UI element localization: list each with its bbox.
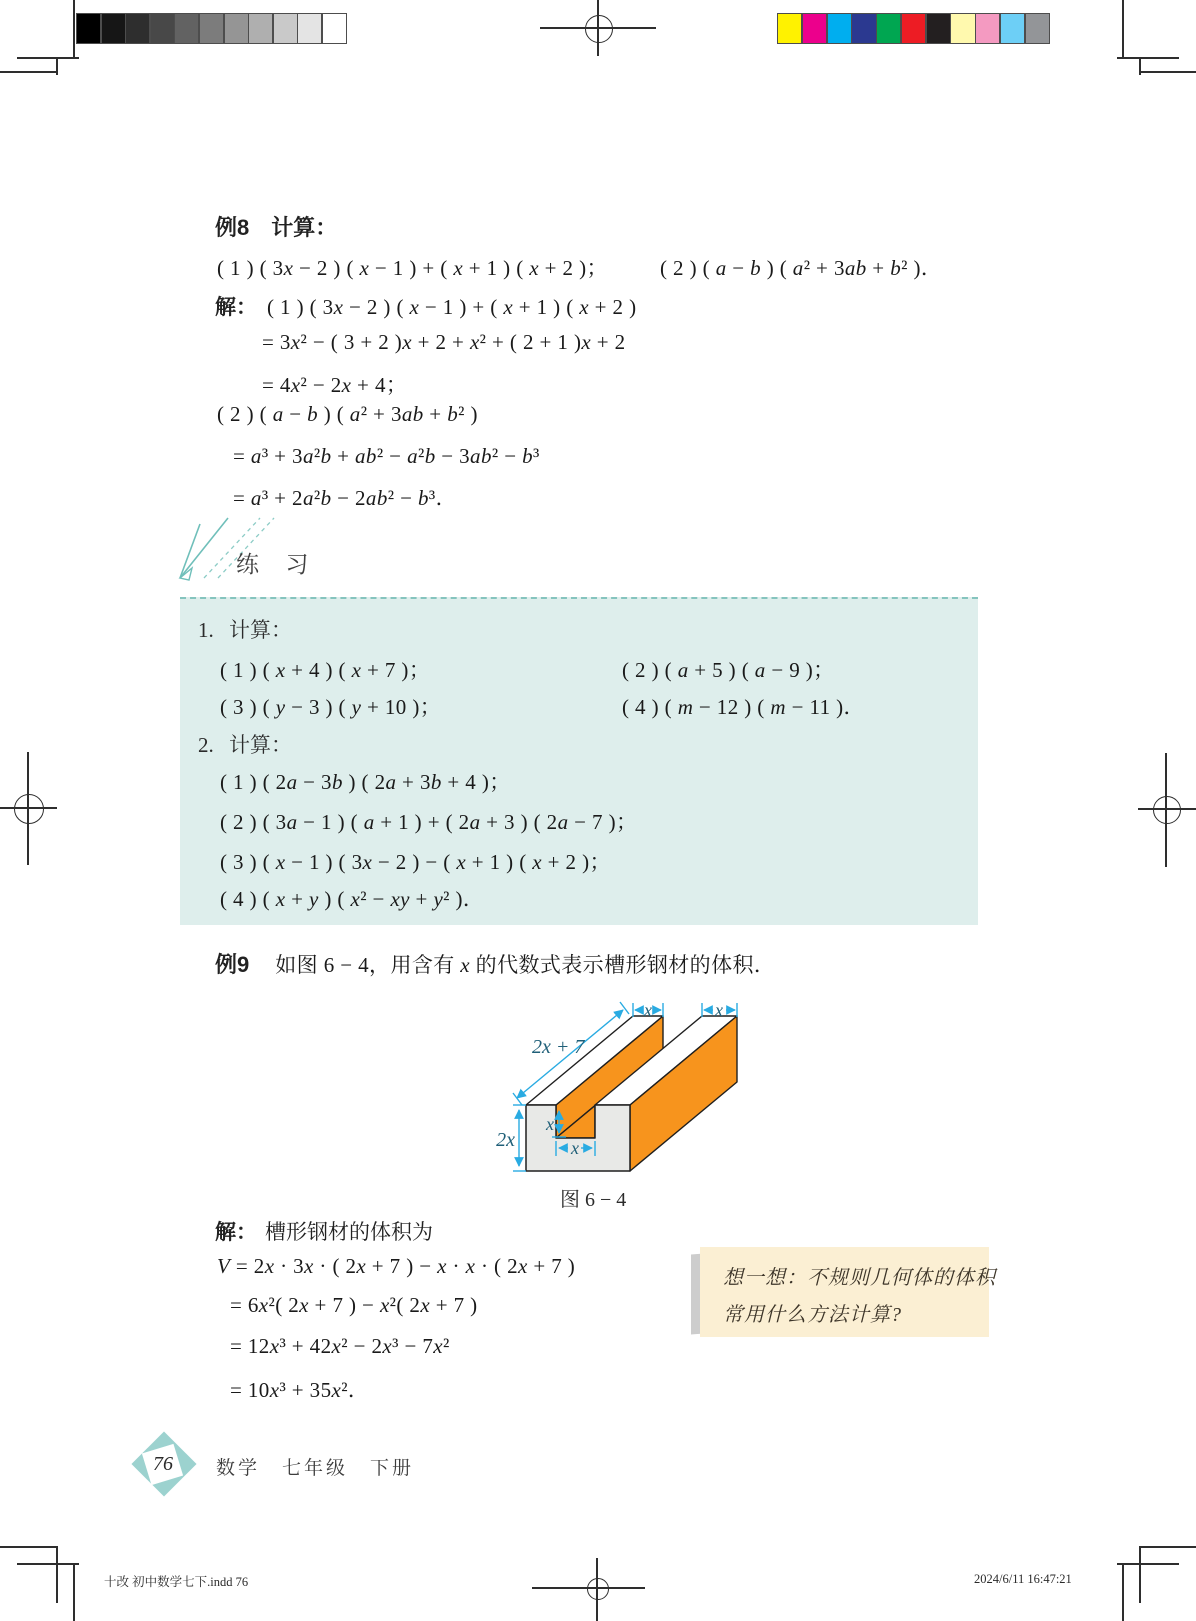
- channel-steel-figure: [470, 960, 790, 1175]
- dim-height-label: 2x: [496, 1129, 515, 1151]
- crop-mark: [56, 1546, 58, 1603]
- registration-mark: [597, 0, 599, 56]
- crop-mark: [17, 1563, 79, 1565]
- calibration-swatch: [323, 14, 346, 43]
- crop-mark: [1117, 1563, 1179, 1565]
- example8-problem-1: ( 1 ) ( 3x − 2 ) ( x − 1 ) + ( x + 1 ) ( x + 2 )；: [217, 256, 608, 280]
- page-number: 76: [152, 1453, 173, 1475]
- crop-mark: [1139, 1546, 1141, 1603]
- figure-caption: 图 6 − 4: [560, 1189, 627, 1211]
- grayscale-calibration-bar: [76, 13, 347, 44]
- practice-q1-number: 1.: [198, 618, 214, 642]
- example9-solution-intro: 槽形钢材的体积为: [265, 1221, 433, 1244]
- calibration-swatch: [951, 14, 974, 43]
- calibration-swatch: [902, 14, 925, 43]
- calibration-swatch: [1001, 14, 1024, 43]
- think-note-line1: 想一想：不规则几何体的体积: [723, 1267, 996, 1289]
- calibration-swatch: [298, 14, 321, 43]
- example9-solution-heading: [215, 1216, 433, 1246]
- registration-mark: [27, 752, 29, 865]
- practice-q2-heading: [198, 729, 292, 759]
- example8-heading: [215, 211, 337, 242]
- practice-q1-item3: ( 3 ) ( y − 3 ) ( y + 10 )；: [220, 695, 442, 719]
- crop-mark: [0, 71, 57, 73]
- calibration-swatch: [175, 14, 198, 43]
- calibration-swatch: [828, 14, 851, 43]
- registration-mark: [14, 794, 44, 824]
- dim-top-right-label: x: [715, 1000, 723, 1020]
- example8-prompt: 计算：: [271, 215, 338, 240]
- example9-solution-line4: = 10x³ + 35x²．: [230, 1378, 370, 1402]
- dim-top-left-label: x: [644, 1000, 652, 1020]
- example8-problem-2: ( 2 ) ( a − b ) ( a² + 3ab + b² )．: [660, 256, 943, 280]
- calibration-swatch: [249, 14, 272, 43]
- calibration-swatch: [852, 14, 875, 43]
- practice-q2-number: 2.: [198, 733, 214, 757]
- dim-length-label: 2x + 7: [532, 1036, 585, 1058]
- calibration-swatch: [877, 14, 900, 43]
- example8-solution-line2: = 3x² − ( 3 + 2 )x + 2 + x² + ( 2 + 1 )x + 2: [262, 330, 626, 354]
- crop-mark: [56, 57, 58, 75]
- crop-mark: [17, 57, 79, 59]
- registration-mark: [587, 1578, 609, 1600]
- solve-label: 解：: [215, 1221, 257, 1244]
- practice-q2-item3: ( 3 ) ( x − 1 ) ( 3x − 2 ) − ( x + 1 ) ( x + 2 )；: [220, 850, 611, 874]
- crop-mark: [1117, 57, 1179, 59]
- registration-mark: [1165, 753, 1167, 867]
- practice-q1-heading: [198, 614, 292, 644]
- practice-title: 练 习: [236, 551, 319, 577]
- print-file-info: 十改 初中数学七下.indd 76: [104, 1575, 249, 1589]
- registration-mark: [1138, 808, 1196, 810]
- practice-q2-item1: ( 1 ) ( 2a − 3b ) ( 2a + 3b + 4 )；: [220, 770, 511, 794]
- calibration-swatch: [102, 14, 125, 43]
- crop-mark: [1139, 71, 1196, 73]
- example8-solution-row: [215, 291, 636, 321]
- solve-label: 解：: [215, 296, 257, 319]
- practice-q2-item2: ( 2 ) ( 3a − 1 ) ( a + 1 ) + ( 2a + 3 ) ( 2a − 7 )；: [220, 810, 638, 834]
- practice-q1-item1: ( 1 ) ( x + 4 ) ( x + 7 )；: [220, 658, 431, 682]
- crop-mark: [1139, 57, 1141, 75]
- calibration-swatch: [803, 14, 826, 43]
- example8-label: 例8: [215, 215, 250, 240]
- crop-mark: [0, 1546, 57, 1548]
- example9-statement: 如图 6 − 4，用含有 x 的代数式表示槽形钢材的体积．: [275, 953, 776, 977]
- example9-solution-line2: = 6x²( 2x + 7 ) − x²( 2x + 7 ): [230, 1293, 478, 1317]
- crop-mark: [1122, 0, 1124, 58]
- practice-q2-item4: ( 4 ) ( x + y ) ( x² − xy + y² )．: [220, 887, 485, 911]
- crop-mark: [73, 1563, 75, 1621]
- dim-groove-depth-label: x: [546, 1114, 554, 1134]
- example9-label: 例9: [215, 952, 250, 977]
- book-title: 数学 七年级 下册: [216, 1458, 415, 1479]
- registration-mark: [596, 1558, 598, 1621]
- color-calibration-bar: [777, 13, 1050, 44]
- calibration-swatch: [976, 14, 999, 43]
- print-timestamp: 2024/6/11 16:47:21: [974, 1572, 1072, 1586]
- example8-solution-line1: ( 1 ) ( 3x − 2 ) ( x − 1 ) + ( x + 1 ) ( x + 2 ): [267, 295, 637, 319]
- crop-mark: [1139, 1546, 1196, 1548]
- example9-solution-line1: V = 2x · 3x · ( 2x + 7 ) − x · x · ( 2x + 7 ): [217, 1254, 576, 1278]
- calibration-swatch: [1026, 14, 1049, 43]
- registration-mark: [0, 807, 57, 809]
- calibration-swatch: [274, 14, 297, 43]
- calibration-swatch: [77, 14, 100, 43]
- practice-q2-prompt: 计算：: [229, 733, 292, 757]
- practice-q1-item2: ( 2 ) ( a + 5 ) ( a − 9 )；: [622, 658, 835, 682]
- example8-solution-line6: = a³ + 2a²b − 2ab² − b³．: [233, 486, 457, 510]
- registration-mark: [1153, 796, 1181, 824]
- practice-q1-prompt: 计算：: [229, 618, 292, 642]
- calibration-swatch: [225, 14, 248, 43]
- crop-mark: [1122, 1563, 1124, 1621]
- crop-mark: [73, 0, 75, 58]
- calibration-swatch: [778, 14, 801, 43]
- practice-q1-item4: ( 4 ) ( m − 12 ) ( m − 11 )．: [622, 695, 865, 719]
- example8-solution-line5: = a³ + 3a²b + ab² − a²b − 3ab² − b³: [233, 444, 540, 468]
- registration-mark: [532, 1587, 645, 1589]
- calibration-swatch: [927, 14, 950, 43]
- registration-mark: [585, 15, 613, 43]
- example8-solution-line3: = 4x² − 2x + 4；: [262, 373, 408, 397]
- dim-groove-width-label: x: [571, 1138, 579, 1158]
- example8-solution-line4: ( 2 ) ( a − b ) ( a² + 3ab + b² ): [217, 402, 478, 426]
- calibration-swatch: [126, 14, 149, 43]
- example9-solution-line3: = 12x³ + 42x² − 2x³ − 7x²: [230, 1334, 450, 1358]
- calibration-swatch: [200, 14, 223, 43]
- think-note-line2: 常用什么方法计算?: [723, 1304, 902, 1326]
- calibration-swatch: [151, 14, 174, 43]
